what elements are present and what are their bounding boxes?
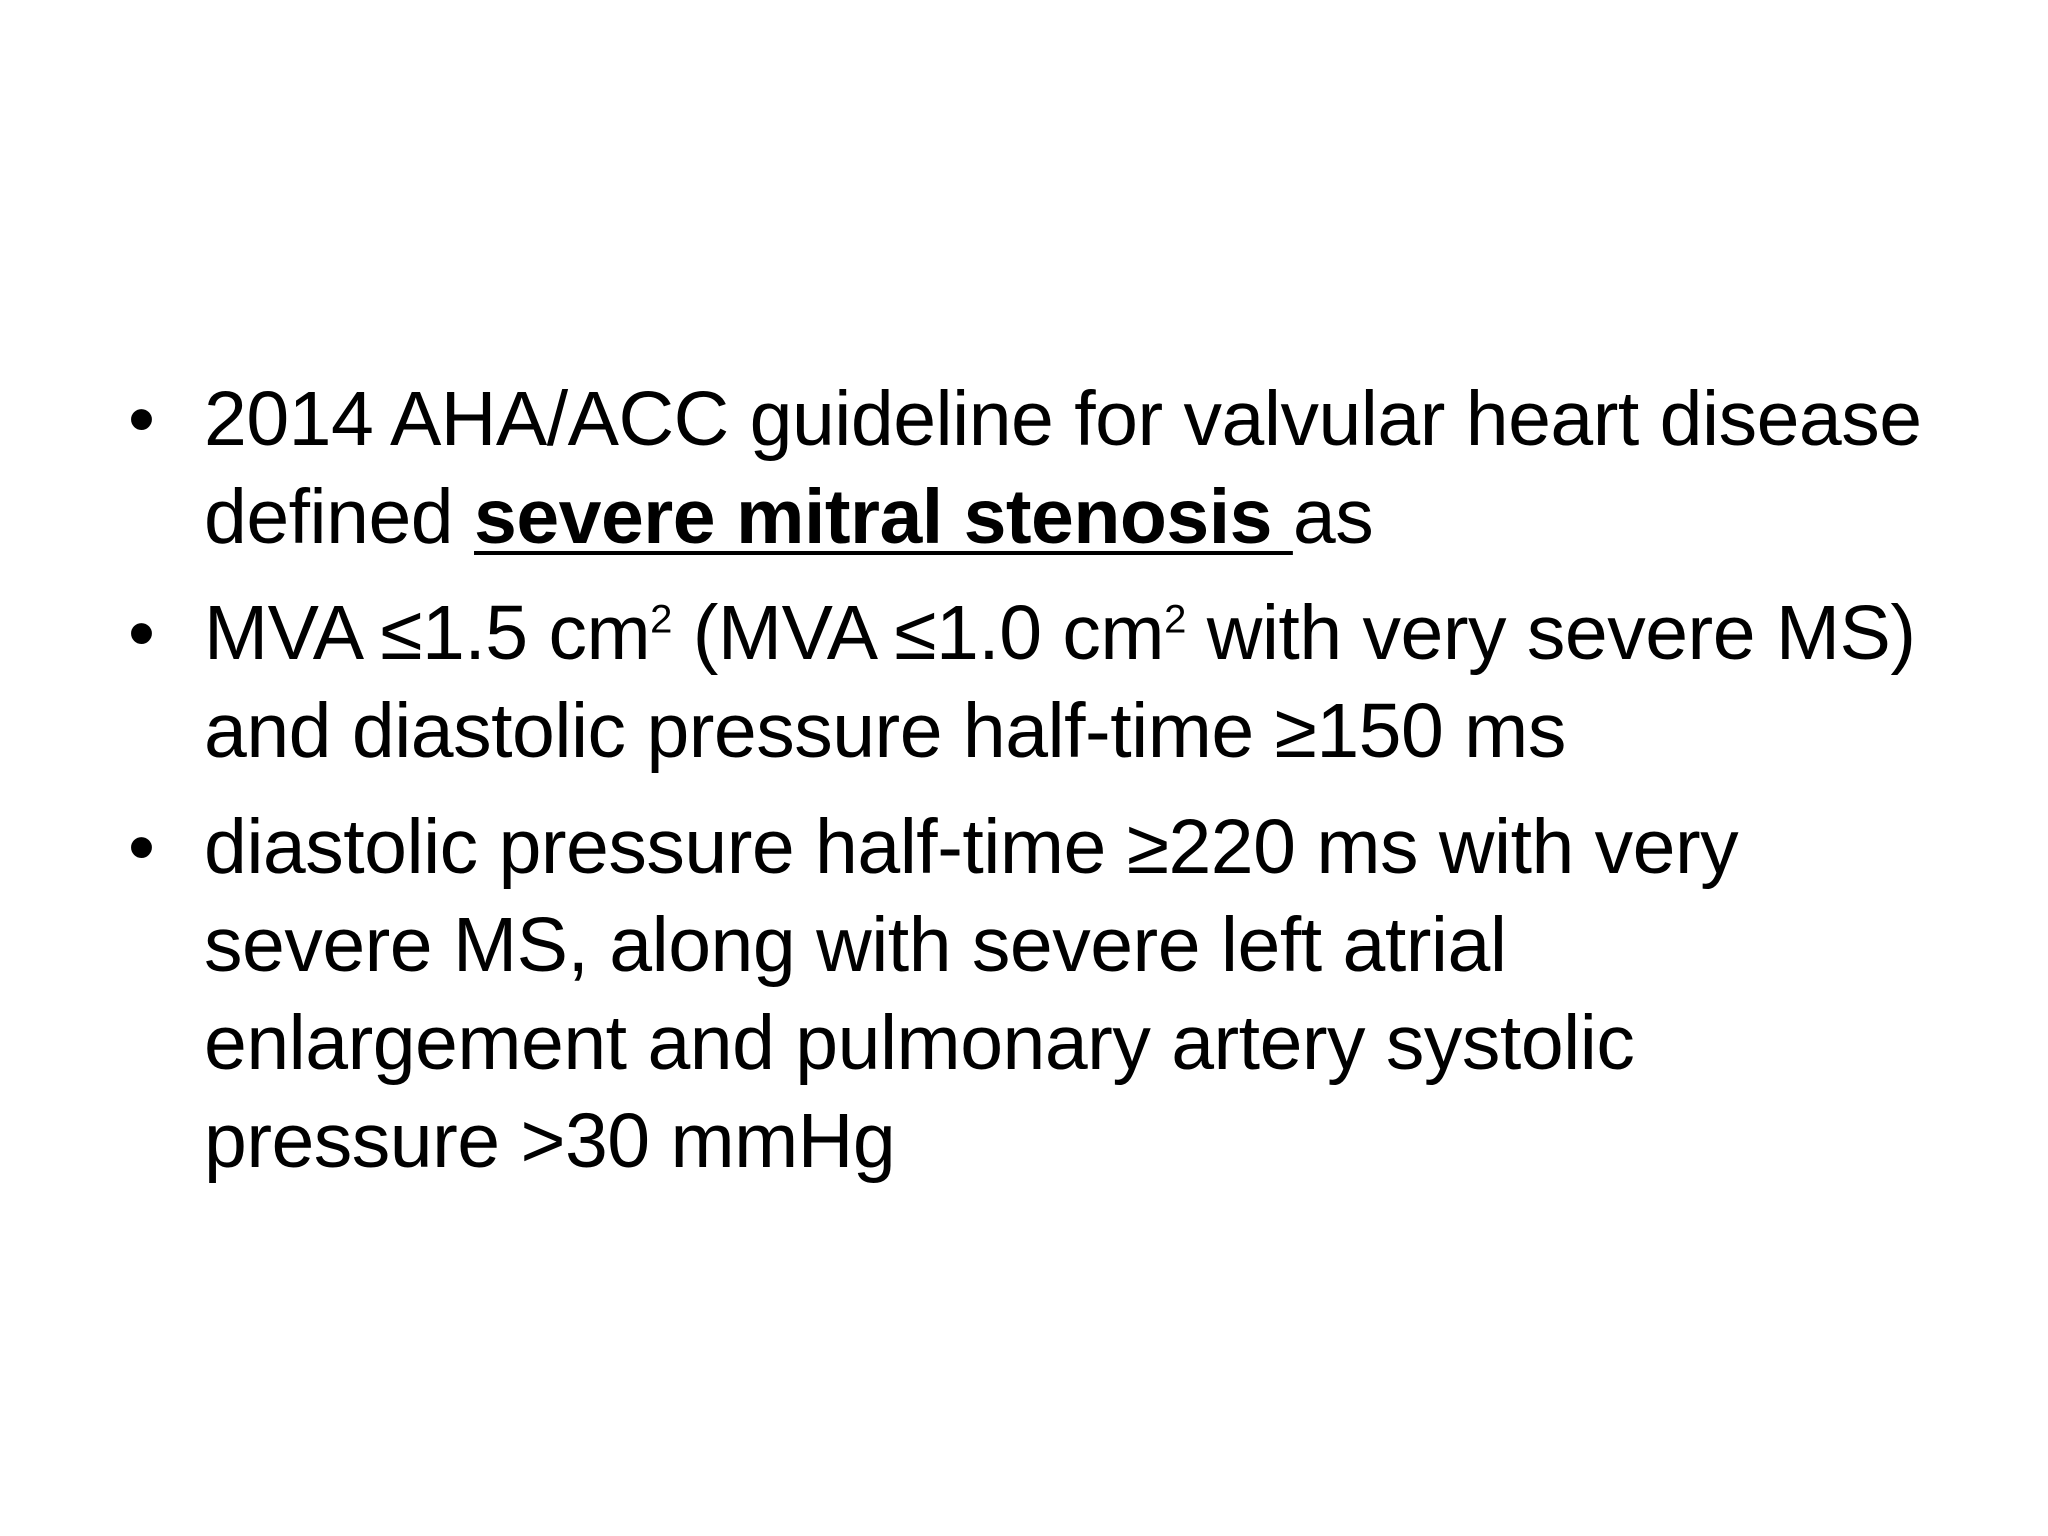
bullet-item-half-time	[128, 798, 1948, 1190]
bullet-marker: •	[128, 804, 155, 890]
severe-mitral-stenosis-emphasis: severe mitral stenosis	[474, 474, 1293, 560]
mva-text: MVA ≤1.5 cm	[204, 590, 651, 676]
bullet-list	[128, 370, 1948, 1208]
mva-text-end: with very severe MS) and diastolic pressure half-time ≥150 ms	[204, 590, 1916, 774]
mva-text-middle: (MVA ≤1.0 cm	[671, 590, 1165, 676]
bullet-marker: •	[128, 376, 155, 462]
bullet-text	[204, 584, 1948, 780]
bullet-item-guideline	[128, 370, 1948, 566]
superscript: 2	[650, 597, 672, 642]
bullet-marker: •	[128, 590, 155, 676]
superscript: 2	[1164, 597, 1186, 642]
bullet-text: diastolic pressure half-time ≥220 ms with very severe MS, along with severe left atrial enlargement and pulmonary artery systolic pressure >30 mmHg	[204, 804, 1739, 1184]
bullet-item-mva	[128, 584, 1948, 780]
guideline-text: 2014 AHA/ACC guideline for valvular heart disease defined	[204, 376, 1922, 560]
bullet-text	[204, 370, 1948, 566]
guideline-text-end: as	[1292, 474, 1374, 560]
